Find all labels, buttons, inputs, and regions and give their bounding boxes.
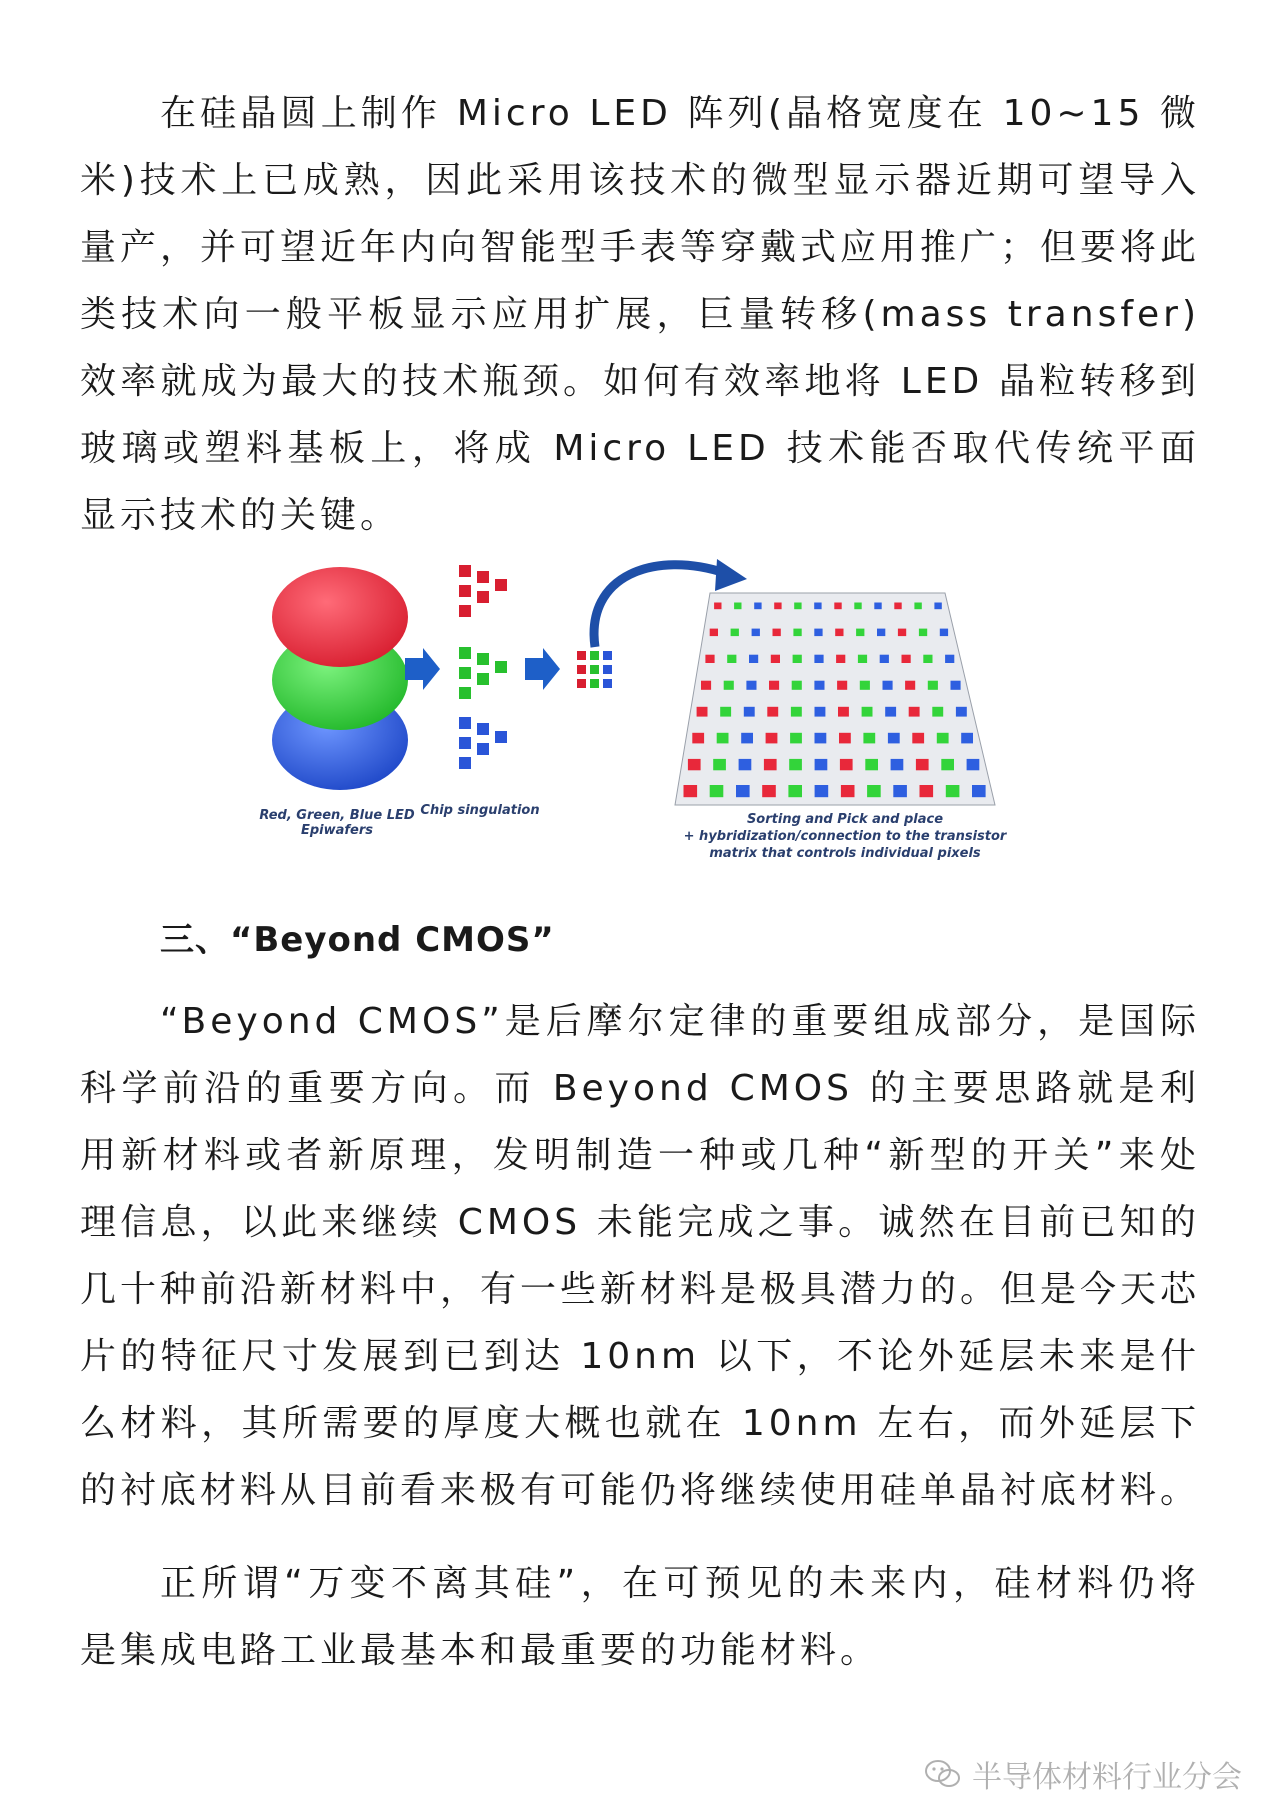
matrix-pixel <box>769 681 779 690</box>
matrix-pixel <box>940 629 948 637</box>
matrix-pixel <box>877 629 885 637</box>
matrix-pixel <box>697 707 708 717</box>
right-arrow-icon <box>525 648 560 690</box>
matrix-pixel <box>746 681 756 690</box>
matrix-pixel <box>893 785 907 797</box>
matrix-pixel <box>914 603 921 610</box>
wechat-icon <box>924 1759 962 1789</box>
matrix-pixel <box>791 707 802 717</box>
rgb-chip-group <box>577 651 612 688</box>
matrix-pixel <box>815 785 829 797</box>
caption-sorting-line3: matrix that controls individual pixels <box>709 846 981 861</box>
right-arrow-icon <box>405 648 440 690</box>
matrix-pixel <box>961 733 973 744</box>
matrix-pixel <box>863 733 875 744</box>
matrix-pixel <box>792 681 802 690</box>
matrix-pixel <box>762 785 776 797</box>
epiwafers-stack <box>272 567 408 790</box>
matrix-pixel <box>814 655 823 663</box>
matrix-pixel <box>701 681 711 690</box>
matrix-pixel <box>932 707 943 717</box>
matrix-pixel <box>894 603 901 610</box>
matrix-pixel <box>789 759 802 770</box>
matrix-pixel <box>916 759 929 770</box>
matrix-pixel <box>912 733 924 744</box>
matrix-pixel <box>934 603 941 610</box>
matrix-pixel <box>909 707 920 717</box>
matrix-pixel <box>902 655 911 663</box>
matrix-pixel <box>920 785 934 797</box>
matrix-pixel <box>840 759 853 770</box>
matrix-pixel <box>739 759 752 770</box>
matrix-pixel <box>749 655 758 663</box>
matrix-pixel <box>692 733 704 744</box>
matrix-pixel <box>815 759 828 770</box>
paragraph-micro-led: 在硅晶圆上制作 Micro LED 阵列(晶格宽度在 10~15 微米)技术上已成熟，因此采用该技术的微型显示器近期可望导入量产，并可望近年内向智能型手表等穿戴式应用推广；但要将此类技术向一般平板显示应用扩展，巨量转移(mass transfer)效率就成为最大的技术瓶颈。如何有效率地将 LED 晶粒转移到玻璃或塑料基板上，将成 Micro LED 技术能否取代传统平面显示技术的关键。 <box>80 93 1201 536</box>
matrix-pixel <box>713 759 726 770</box>
matrix-pixel <box>724 681 734 690</box>
matrix-pixel <box>888 733 900 744</box>
matrix-pixel <box>923 655 932 663</box>
matrix-pixel <box>773 629 781 637</box>
matrix-pixel <box>774 603 781 610</box>
matrix-pixel <box>880 655 889 663</box>
matrix-pixel <box>688 759 701 770</box>
matrix-pixel <box>788 785 802 797</box>
matrix-pixel <box>972 785 986 797</box>
matrix-pixel <box>941 759 954 770</box>
red-wafer <box>272 567 408 667</box>
matrix-pixel <box>919 629 927 637</box>
matrix-pixel <box>928 681 938 690</box>
matrix-pixel <box>858 655 867 663</box>
watermark-text: 半导体材料行业分会 <box>972 1760 1242 1795</box>
matrix-pixel <box>764 759 777 770</box>
pixel-matrix <box>675 593 995 805</box>
matrix-pixel <box>814 603 821 610</box>
matrix-pixel <box>710 629 718 637</box>
matrix-pixel <box>771 655 780 663</box>
matrix-pixel <box>885 707 896 717</box>
matrix-pixel <box>967 759 980 770</box>
micro-led-process-figure <box>255 555 1055 865</box>
matrix-pixel <box>752 629 760 637</box>
paragraph-silicon-conclusion: 正所谓“万变不离其硅”，在可预见的未来内，硅材料仍将是集成电路工业最基本和最重要的功能材料。 <box>80 1563 1200 1671</box>
paragraph-beyond-cmos: “Beyond CMOS”是后摩尔定律的重要组成部分，是国际科学前沿的重要方向。而 Beyond CMOS 的主要思路就是利用新材料或者新原理，发明制造一种或几种“新型的开关”来处理信息，以此来继续 CMOS 未能完成之事。诚然在目前已知的几十种前沿新材料中，有一些新材料是极具潜力的。但是今天芯片的特征尺寸发展到已到达 10nm 以下，不论外延层未来是什么材料，其所需要的厚度大概也就在 10nm 左右，而外延层下的衬底材料从目前看来极有可能仍将继续使用硅单晶衬底材料。 <box>80 1001 1201 1511</box>
matrix-pixel <box>874 603 881 610</box>
matrix-pixel <box>891 759 904 770</box>
caption-epiwafers-line1: Red, Green, Blue LED <box>259 808 415 823</box>
matrix-pixel <box>839 733 851 744</box>
matrix-pixel <box>705 655 714 663</box>
matrix-pixel <box>717 733 729 744</box>
caption-chip-singulation: Chip singulation <box>420 803 540 818</box>
matrix-pixel <box>815 707 826 717</box>
matrix-pixel <box>841 785 855 797</box>
matrix-pixel <box>720 707 731 717</box>
matrix-pixel <box>814 629 822 637</box>
caption-epiwafers-line2: Epiwafers <box>300 823 374 838</box>
matrix-pixel <box>814 681 824 690</box>
matrix-pixel <box>744 707 755 717</box>
matrix-pixel <box>754 603 761 610</box>
matrix-substrate <box>675 593 995 805</box>
matrix-pixel <box>736 785 750 797</box>
matrix-pixel <box>727 655 736 663</box>
matrix-pixel <box>956 707 967 717</box>
matrix-pixel <box>946 785 960 797</box>
matrix-pixel <box>838 707 849 717</box>
matrix-pixel <box>710 785 724 797</box>
caption-sorting-line1: Sorting and Pick and place <box>746 812 944 827</box>
caption-sorting-line2: + hybridization/connection to the transistor <box>683 829 1007 844</box>
matrix-pixel <box>793 629 801 637</box>
matrix-pixel <box>836 655 845 663</box>
matrix-pixel <box>865 759 878 770</box>
section-heading-beyond-cmos: 三、“Beyond CMOS” <box>160 920 555 960</box>
matrix-pixel <box>883 681 893 690</box>
matrix-pixel <box>714 603 721 610</box>
matrix-pixel <box>790 733 802 744</box>
matrix-pixel <box>835 629 843 637</box>
matrix-pixel <box>794 603 801 610</box>
matrix-pixel <box>856 629 864 637</box>
matrix-pixel <box>793 655 802 663</box>
matrix-pixel <box>905 681 915 690</box>
matrix-pixel <box>734 603 741 610</box>
matrix-pixel <box>837 681 847 690</box>
singulated-chips <box>459 565 507 769</box>
matrix-pixel <box>684 785 698 797</box>
watermark <box>924 1752 1242 1796</box>
matrix-pixel <box>731 629 739 637</box>
matrix-pixel <box>767 707 778 717</box>
matrix-pixel <box>854 603 861 610</box>
matrix-pixel <box>951 681 961 690</box>
matrix-pixel <box>741 733 753 744</box>
matrix-pixel <box>937 733 949 744</box>
matrix-pixel <box>898 629 906 637</box>
matrix-pixel <box>945 655 954 663</box>
matrix-pixel <box>766 733 778 744</box>
matrix-pixel <box>834 603 841 610</box>
matrix-pixel <box>860 681 870 690</box>
matrix-pixel <box>867 785 881 797</box>
matrix-pixel <box>815 733 827 744</box>
matrix-pixel <box>862 707 873 717</box>
